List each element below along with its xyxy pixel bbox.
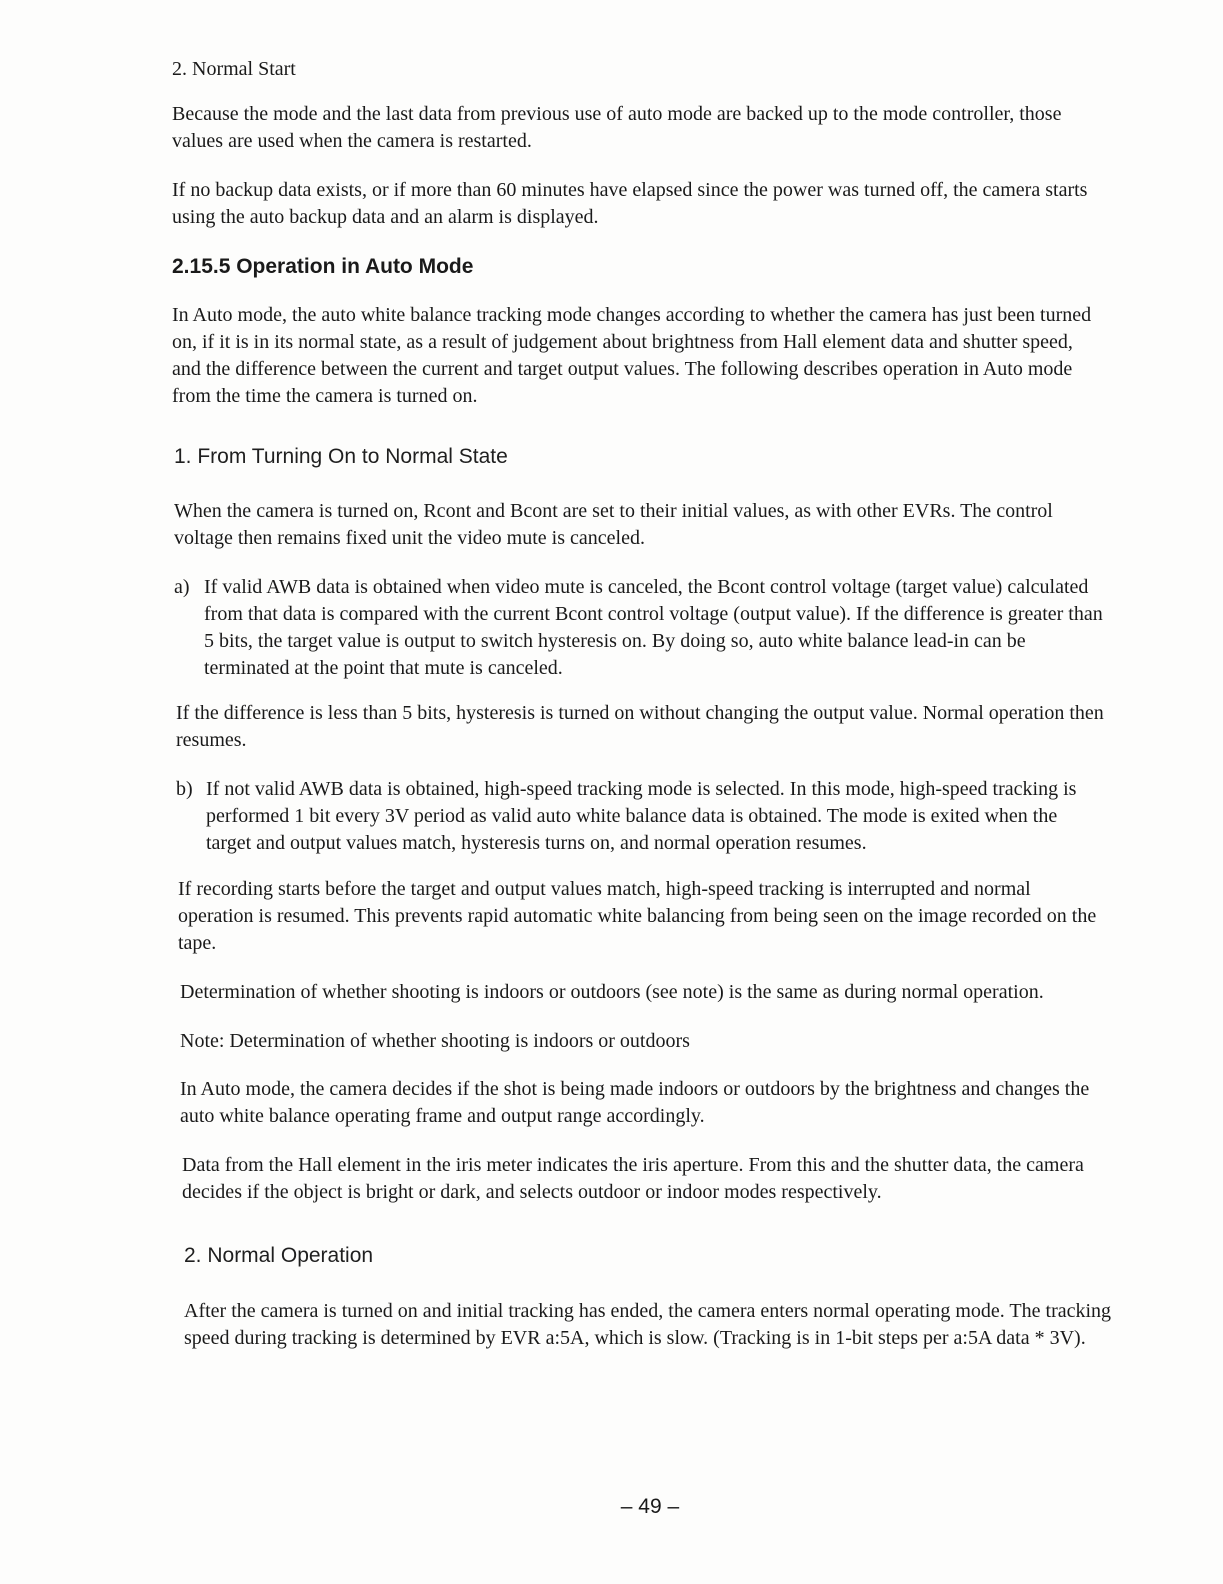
auto-mode-section-heading: 2.15.5 Operation in Auto Mode	[172, 255, 474, 278]
list-item-a	[174, 574, 1104, 682]
normal-operation-heading: 2. Normal Operation	[184, 1244, 374, 1267]
turning-on-paragraph-2: If the difference is less than 5 bits, hysteresis is turned on without changing the output value. Normal operation then resumes.	[176, 702, 1104, 751]
indoor-outdoor-note: Note: Determination of whether shooting is indoors or outdoors	[180, 1030, 690, 1052]
turning-on-heading: 1. From Turning On to Normal State	[174, 445, 508, 468]
turning-on-paragraph-5: In Auto mode, the camera decides if the shot is being made indoors or outdoors by the brightness and changes the auto white balance operating frame and output range accordingly.	[180, 1078, 1090, 1127]
list-item-a-label: a)	[174, 576, 190, 598]
list-item-b	[176, 776, 1106, 857]
list-item-b-label: b)	[176, 778, 193, 800]
normal-start-paragraph-1: Because the mode and the last data from previous use of auto mode are backed up to the mode controller, those values are used when the camera is restarted.	[172, 103, 1062, 152]
turning-on-paragraph-1: When the camera is turned on, Rcont and Bcont are set to their initial values, as with other EVRs. The control voltage then remains fixed unit the video mute is canceled.	[174, 500, 1053, 549]
list-item-b-text: If not valid AWB data is obtained, high-speed tracking mode is selected. In this mode, high-speed tracking is performed 1 bit every 3V period as valid auto white balance data is obtained. The mode is exited when the target and output values match, hysteresis turns on, and normal operation resumes.	[206, 778, 1077, 854]
normal-start-heading: 2. Normal Start	[172, 58, 296, 80]
page-number: – 49 –	[620, 1495, 680, 1518]
normal-start-paragraph-2: If no backup data exists, or if more than 60 minutes have elapsed since the power was turned off, the camera starts using the auto backup data and an alarm is displayed.	[172, 179, 1088, 228]
list-item-a-text: If valid AWB data is obtained when video mute is canceled, the Bcont control voltage (target value) calculated from that data is compared with the current Bcont control voltage (output value). If the difference is greater than 5 bits, the target value is output to switch hysteresis on. By doing so, auto white balance lead-in can be terminated at the point that mute is canceled.	[204, 576, 1103, 679]
normal-operation-paragraph: After the camera is turned on and initial tracking has ended, the camera enters normal operating mode. The tracking speed during tracking is determined by EVR a:5A, which is slow. (Tracking is in 1-bit steps per a:5A data * 3V).	[184, 1300, 1112, 1349]
turning-on-paragraph-3: If recording starts before the target and output values match, high-speed tracking is interrupted and normal operation is resumed. This prevents rapid automatic white balancing from being seen on the image recorded on the tape.	[178, 878, 1097, 954]
auto-mode-intro-paragraph: In Auto mode, the auto white balance tracking mode changes according to whether the camera has just been turned on, if it is in its normal state, as a result of judgement about brightness from Hall element data and shutter speed, and the difference between the current and target output values. The following describes operation in Auto mode from the time the camera is turned on.	[172, 304, 1092, 407]
turning-on-paragraph-4: Determination of whether shooting is indoors or outdoors (see note) is the same as during normal operation.	[180, 981, 1044, 1003]
turning-on-paragraph-6: Data from the Hall element in the iris meter indicates the iris aperture. From this and the shutter data, the camera decides if the object is bright or dark, and selects outdoor or indoor modes respectively.	[182, 1154, 1084, 1203]
